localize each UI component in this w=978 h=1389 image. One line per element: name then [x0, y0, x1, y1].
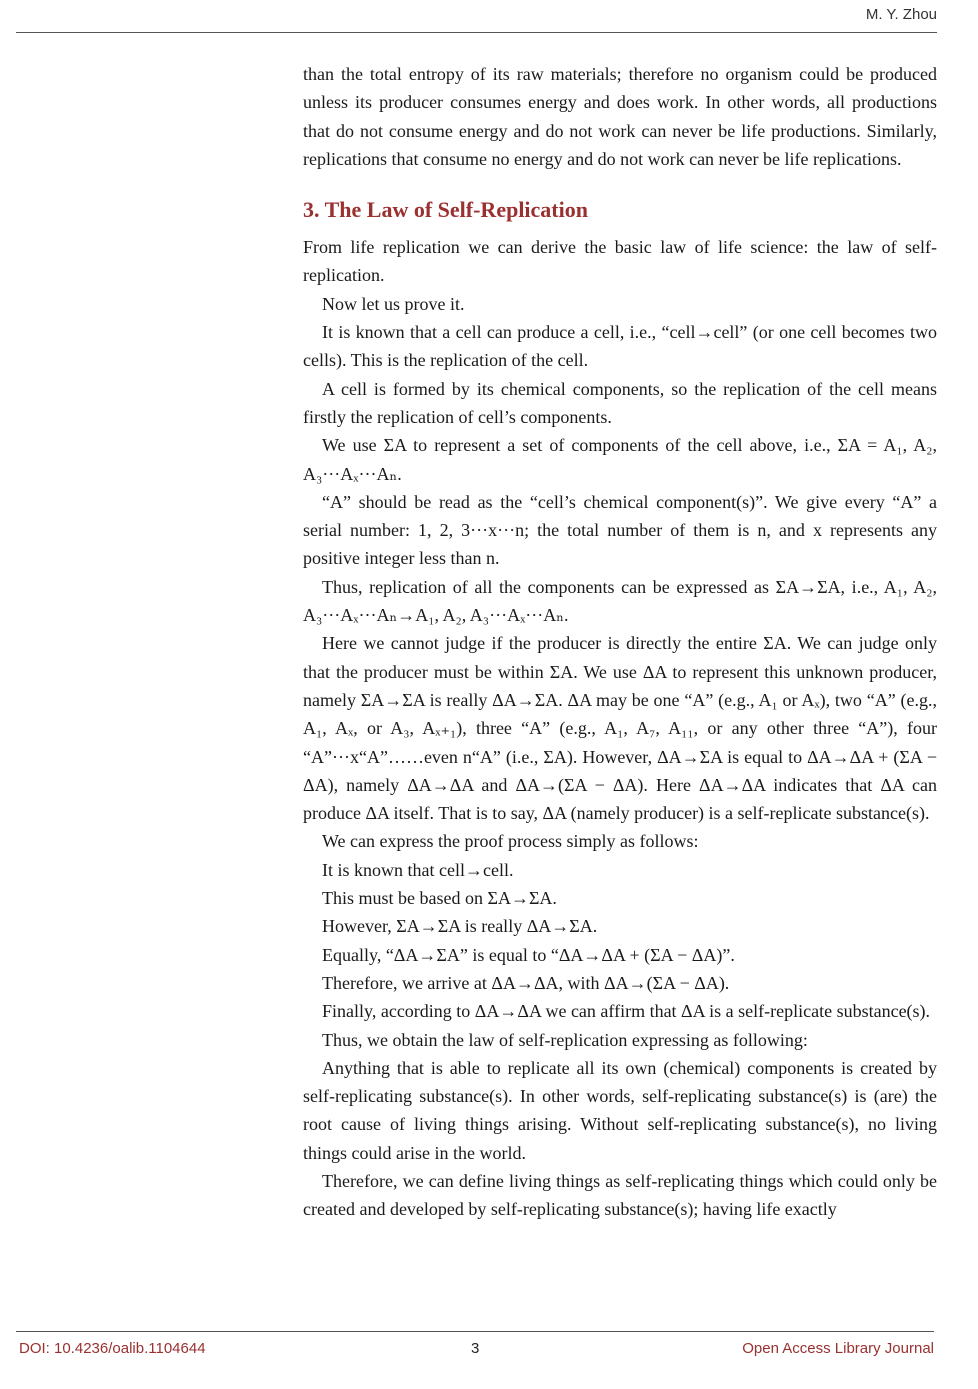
footer-doi: DOI: 10.4236/oalib.1104644 [19, 1340, 206, 1357]
paragraph: Thus, we obtain the law of self-replication expressing as following: [322, 1029, 808, 1050]
paragraph: We use ΣA to represent a set of components of the cell above, i.e., ΣA = A₁, A₂, A₃···Aₓ···Aₙ. [303, 435, 937, 484]
paragraph: Here we cannot judge if the producer is directly the entire ΣA. We can judge only that the producer must be within ΣA. We use ΔA to represent this unknown producer, namely ΣA→ΣA is really ΔA→ΣA. ΔA may be one “A” (e.g., A₁ or Aₓ), two “A” (e.g., A₁, Aₓ, or A₃, Aₓ₊₁), three “A” (e.g., A₁, A₇, A₁₁, or any other three “A”), four “A”···x“A”……even n“A” (i.e., ΣA). However, ΔA→ΣA is equal to ΔA→ΔA + (ΣA − ΔA), namely ΔA→ΔA and ΔA→(ΣA − ΔA). Here ΔA→ΔA indicates that ΔA can produce ΔA itself. That is to say, ΔA (namely producer) is a self-replicate substance(s). [303, 633, 937, 824]
footer-journal-name: Open Access Library Journal [742, 1340, 934, 1357]
paragraph: A cell is formed by its chemical components, so the replication of the cell means firstly the replication of cell’s components. [303, 378, 937, 427]
section-heading: 3. The Law of Self-Replication [303, 197, 588, 223]
running-header-author: M. Y. Zhou [865, 6, 937, 23]
proof-step: Finally, according to ΔA→ΔA we can affirm that ΔA is a self-replicate substance(s). [322, 1001, 931, 1022]
proof-step: It is known that cell→cell. [322, 859, 514, 880]
paragraph: than the total entropy of its raw materials; therefore no organism could be produced unless its producer consumes energy and does work. In other words, all productions that do not consume energy and do not work can never be life productions. Similarly, replications that consume no energy and do not work can never be life replications. [303, 64, 937, 169]
proof-step: This must be based on ΣA→ΣA. [322, 888, 557, 909]
article-body [303, 60, 937, 1224]
footer-rule [16, 1331, 934, 1332]
header-rule [16, 32, 937, 33]
law-statement: Anything that is able to replicate all its own (chemical) components is created by self-replicating substance(s). In other words, self-replicating substance(s) is (are) the root cause of living things arising. Without self-replicating substance(s), no living things could arise in the world. [303, 1057, 937, 1163]
paragraph: “A” should be read as the “cell’s chemical component(s)”. We give every “A” a serial number: 1, 2, 3···x···n; the total number of them is n, and x represents any positive integer less than n. [303, 491, 937, 569]
footer-page-number: 3 [471, 1340, 480, 1357]
proof-step: However, ΣA→ΣA is really ΔA→ΣA. [322, 916, 598, 937]
proof-step: We can express the proof process simply as follows: [322, 831, 699, 852]
paragraph: Thus, replication of all the components can be expressed as ΣA→ΣA, i.e., A₁, A₂, A₃···Aₓ···Aₙ→A₁, A₂, A₃···Aₓ···Aₙ. [303, 576, 937, 626]
paragraph: From life replication we can derive the basic law of life science: the law of self-replication. [303, 237, 937, 286]
paragraph: Therefore, we can define living things as self-replicating things which could only be created and developed by self-replicating substance(s); having life exactly [303, 1170, 937, 1220]
paragraph: Now let us prove it. [322, 293, 465, 314]
paragraph: It is known that a cell can produce a cell, i.e., “cell→cell” (or one cell becomes two cells). This is the replication of the cell. [303, 322, 937, 371]
proof-step: Therefore, we arrive at ΔA→ΔA, with ΔA→(ΣA − ΔA). [322, 972, 730, 993]
proof-step: Equally, “ΔA→ΣA” is equal to “ΔA→ΔA + (ΣA − ΔA)”. [322, 944, 735, 965]
